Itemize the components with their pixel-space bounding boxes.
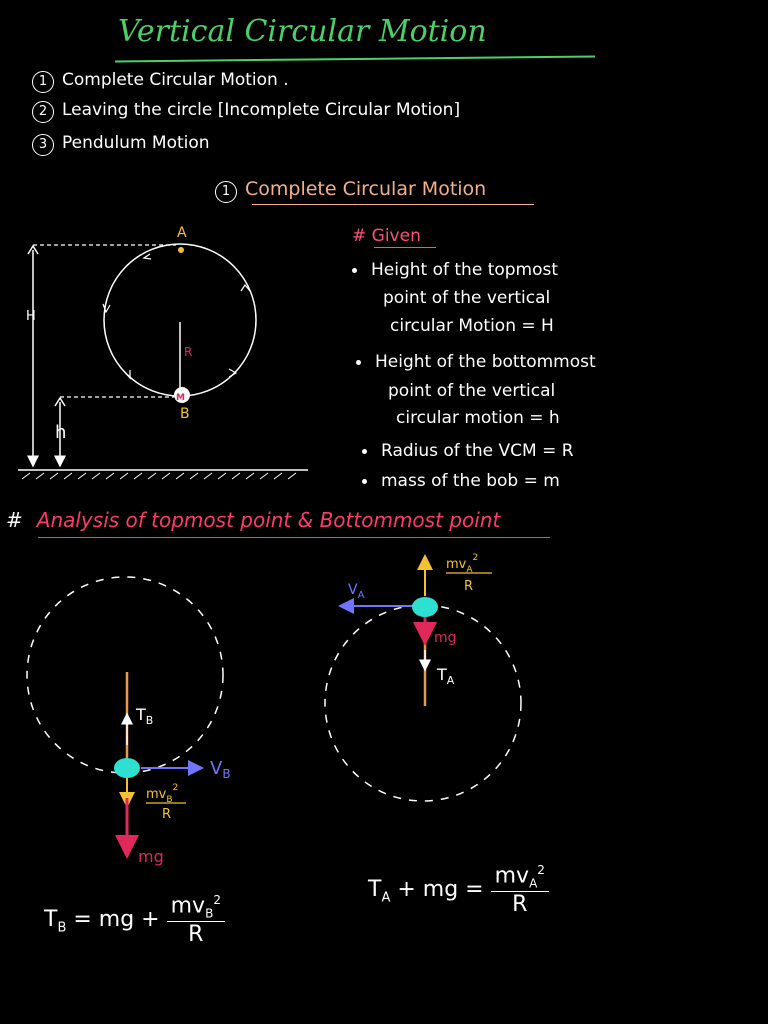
page-title: Vertical Circular Motion: [118, 14, 487, 49]
dashed-circle-top: [325, 605, 521, 801]
eq-bottom-mid: = mg +: [66, 906, 167, 932]
height-small-h-label: h: [55, 422, 67, 443]
weight-b-label: mg: [138, 847, 164, 866]
topic-text: Pendulum Motion: [62, 133, 210, 153]
given-item-2-line2: point of the vertical: [388, 381, 556, 401]
eq-top-lhs: T: [368, 876, 382, 902]
given-item-2-line3: circular motion = h: [396, 408, 560, 428]
bob-top: [412, 597, 438, 617]
velocity-b-label: $V_B$: [210, 758, 231, 781]
eq-bottom-lhs-sub: B: [57, 920, 67, 936]
weight-a-label: mg: [434, 630, 457, 646]
eq-top-lhs-sub: A: [381, 890, 391, 906]
radius-label: R: [184, 345, 193, 359]
eq-top-mid: + mg =: [390, 876, 491, 902]
given-heading: # Given: [352, 226, 421, 246]
topic-number: 1: [32, 71, 54, 93]
height-h-label: H: [26, 309, 36, 324]
direction-arrow: [144, 254, 151, 259]
tension-a-label: $T_A$: [437, 665, 455, 687]
eq-bottom-fraction: $\frac{mv_B^2}{R}$: [167, 893, 225, 947]
analysis-hash: #: [6, 508, 23, 532]
given-item-1: Height of the topmost: [352, 260, 558, 280]
topic-number: 2: [32, 101, 54, 123]
eq-top-fraction: $\frac{mv_A^2}{R}$: [491, 863, 549, 917]
topic-text: Complete Circular Motion .: [62, 70, 289, 90]
top-point-fbd: [325, 553, 521, 801]
given-item-1-line3: circular Motion = H: [390, 316, 554, 336]
equation-bottom: [44, 893, 225, 947]
centripetal-b-label: $mv_B^2$: [146, 783, 179, 805]
bob-bottom: [114, 758, 140, 778]
direction-arrow: [124, 370, 130, 378]
topic-number: 3: [32, 134, 54, 156]
tension-b-label: $T_B$: [136, 705, 154, 727]
bottom-point-fbd: [27, 577, 231, 866]
bob-label: M: [176, 393, 185, 403]
vcm-diagram: [18, 225, 308, 479]
centripetal-a-label: $mv_A^2$: [446, 553, 479, 575]
equation-top: [368, 863, 549, 917]
eq-bottom-lhs: T: [44, 906, 58, 932]
centripetal-b-denominator: R: [162, 807, 172, 822]
given-item-2: Height of the bottommost: [356, 352, 596, 372]
topic-text: Leaving the circle [Incomplete Circular Motion]: [62, 100, 461, 120]
ground-hatch: [22, 473, 296, 479]
section-number: 1: [215, 181, 237, 203]
section-title: Complete Circular Motion: [245, 178, 487, 200]
given-item-3: Radius of the VCM = R: [362, 441, 574, 461]
centripetal-a-denominator: R: [464, 579, 474, 594]
point-a-dot: [178, 247, 184, 253]
analysis-title: Analysis of topmost point & Bottommost point: [36, 508, 501, 532]
given-item-1-line2: point of the vertical: [383, 288, 551, 308]
point-a-label: A: [177, 225, 187, 241]
velocity-a-label: $V_A$: [348, 582, 365, 601]
point-b-label: B: [180, 406, 190, 422]
given-item-4: mass of the bob = m: [362, 471, 560, 491]
dashed-circle-bottom: [27, 577, 223, 773]
